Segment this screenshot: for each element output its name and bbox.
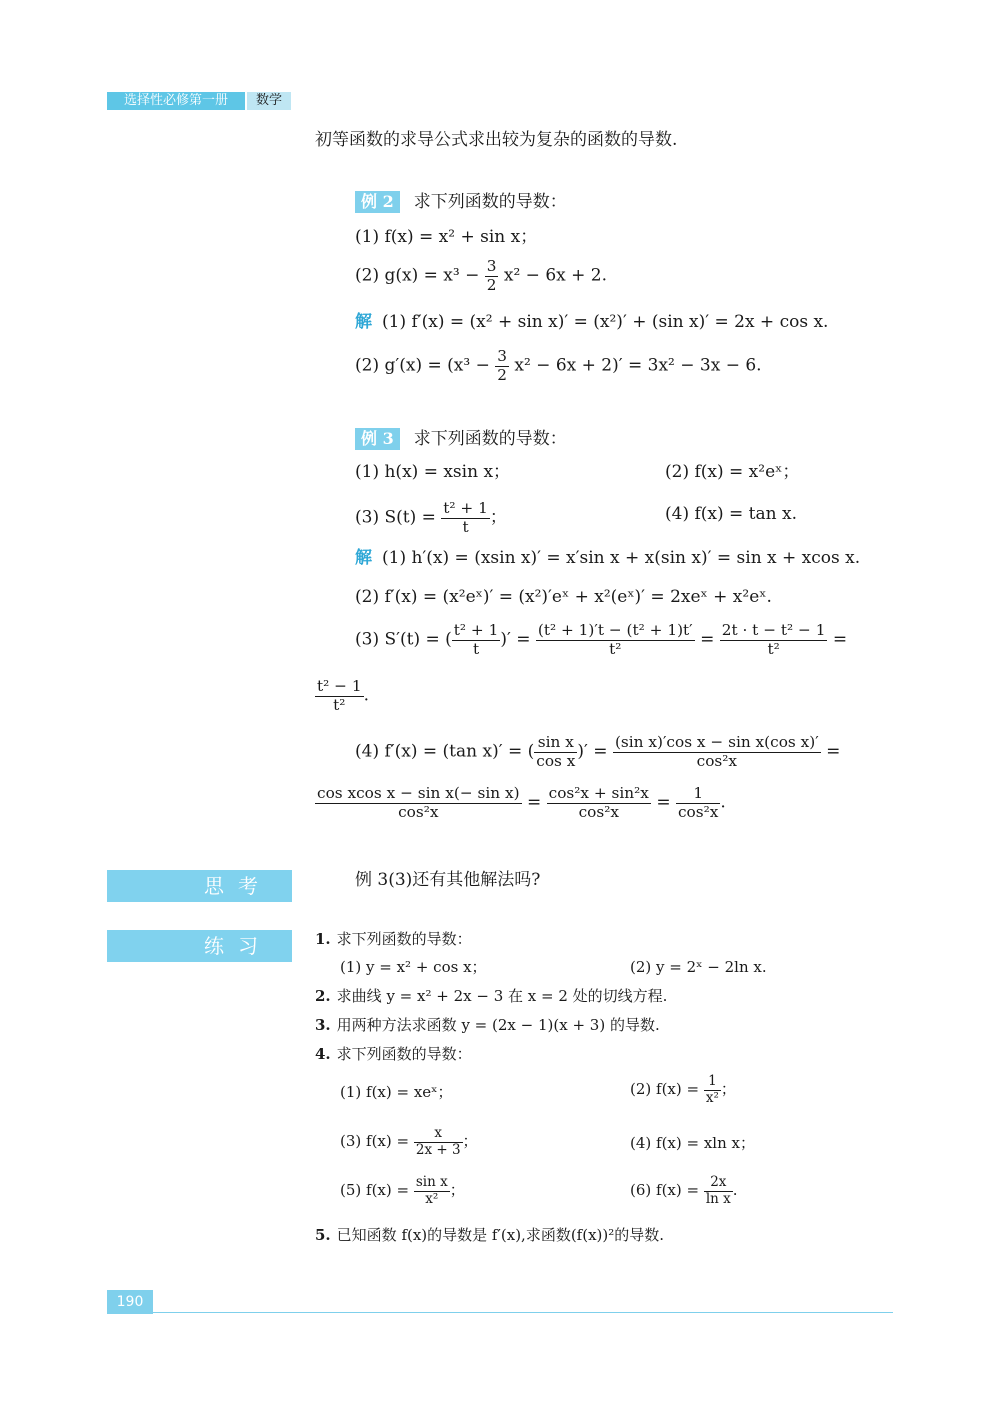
example3-answer-1: [355, 546, 860, 570]
fraction-denominator: 2: [497, 365, 507, 384]
example2-tag: 例 2: [355, 191, 400, 213]
practice-item-1: [315, 928, 472, 950]
equals-sign: =: [656, 792, 671, 813]
example3-a3-part-a: (3) S′(t) = (: [355, 629, 452, 650]
example3-q3: [355, 500, 507, 536]
example2-q2: [355, 258, 607, 294]
practice-text: 求下列函数的导数：: [336, 1045, 472, 1063]
practice-4-5-part-a: (5) f(x) =: [340, 1181, 410, 1200]
example2-answer-1: [355, 310, 828, 334]
fraction-denominator: t²: [609, 639, 622, 658]
practice-4-4: (4) f(x) = xln x；: [630, 1134, 755, 1152]
practice-item-2: [315, 985, 667, 1007]
practice-4-3: [340, 1126, 478, 1158]
fraction-numerator: cos²x + sin²x: [548, 784, 649, 802]
practice-text: 已知函数 f(x)的导数是 f′(x),求函数(f(x))²的导数.: [336, 1226, 665, 1244]
fraction-numerator: t² − 1: [317, 677, 362, 695]
fraction-denominator: cos²x: [398, 802, 439, 821]
example2-q2-part-a: (2) g(x) = x³ −: [355, 265, 480, 286]
semicolon: ；: [489, 507, 507, 528]
example3-q3-part-a: (3) S(t) =: [355, 507, 436, 528]
example3-q2: (2) f(x) = x²eˣ；: [665, 462, 800, 482]
fraction-denominator: cos x: [536, 751, 576, 770]
fraction-denominator: cos²x: [677, 802, 719, 821]
practice-label: 练习: [107, 930, 292, 962]
example3-prompt: 求下列函数的导数：: [413, 429, 567, 449]
example3-tag: 例 3: [355, 428, 400, 450]
example3-a3-frac3: [720, 622, 828, 658]
fraction-denominator: t: [462, 517, 469, 536]
practice-number: 1.: [315, 930, 331, 948]
example2-q2-fraction: [485, 258, 499, 294]
example3-answer-3: [355, 622, 847, 658]
fraction-numerator: sin x: [415, 1174, 448, 1190]
think-text: 例 3(3)还有其他解法吗?: [355, 870, 541, 890]
fraction-numerator: t² + 1: [453, 621, 499, 639]
practice-4-6-fraction: [704, 1175, 733, 1207]
example2-a1-text: (1) f′(x) = (x² + sin x)′ = (x²)′ + (sin x)′ = 2x + cos x.: [382, 312, 829, 332]
header-book-title: 选择性必修第一册: [107, 92, 245, 110]
period: .: [732, 1181, 738, 1200]
fraction-numerator: (sin x)′cos x − sin x(cos x)′: [614, 733, 819, 751]
fraction-denominator: x²: [705, 1089, 719, 1106]
fraction-denominator: 2: [486, 275, 497, 294]
practice-4-2-part-a: (2) f(x) =: [630, 1080, 700, 1099]
practice-item-3: [315, 1014, 660, 1036]
fraction-denominator: 2x + 3: [415, 1141, 461, 1158]
fraction-denominator: cos²x: [578, 802, 619, 821]
fraction-numerator: cos xcos x − sin x(− sin x): [317, 784, 520, 802]
example3-answer-4: [355, 734, 840, 770]
practice-4-6-part-a: (6) f(x) =: [630, 1181, 700, 1200]
period: .: [363, 685, 369, 706]
solution-label: 解: [355, 312, 372, 332]
fraction-numerator: 1: [676, 785, 720, 804]
example3-a4-rparen: )′ =: [577, 741, 608, 762]
example2-a2-part-b: x² − 6x + 2)′ = 3x² − 3x − 6.: [514, 355, 762, 376]
practice-number: 5.: [315, 1226, 331, 1244]
example3-a3-part-b: )′ =: [500, 629, 531, 650]
intro-text: 初等函数的求导公式求出较为复杂的函数的导数.: [315, 130, 678, 150]
fraction-numerator: t² + 1: [443, 499, 488, 517]
header-subject: 数学: [247, 92, 291, 110]
equals-sign: =: [832, 629, 848, 650]
footer-rule: [153, 1312, 893, 1313]
fraction-denominator: x²: [425, 1190, 439, 1207]
example3-q3-fraction: [441, 500, 490, 536]
example3-a4-frac5: [676, 785, 720, 821]
practice-4-2-fraction: [704, 1074, 721, 1106]
example3-heading: [355, 427, 567, 451]
think-label: 思考: [107, 870, 292, 902]
practice-text: 用两种方法求函数 y = (2x − 1)(x + 3) 的导数.: [336, 1016, 660, 1034]
equals-sign: =: [826, 741, 841, 762]
page-number: 190: [107, 1290, 153, 1314]
practice-item-5: [315, 1224, 664, 1246]
example2-q2-part-b: x² − 6x + 2.: [503, 265, 608, 286]
fraction-numerator: sin x: [534, 734, 577, 753]
practice-4-3-part-a: (3) f(x) =: [340, 1132, 410, 1151]
fraction-numerator: 2x: [704, 1175, 733, 1192]
fraction-denominator: ln x: [705, 1190, 731, 1207]
example3-a4-part-a: (4) f′(x) = (tan x)′ = (: [355, 741, 535, 762]
example3-q1: (1) h(x) = xsin x；: [355, 462, 511, 482]
example2-prompt: 求下列函数的导数：: [413, 192, 567, 212]
example3-a1-text: (1) h′(x) = (xsin x)′ = x′sin x + x(sin x)′ = sin x + xcos x.: [382, 548, 861, 568]
example3-a4-frac3: [315, 785, 522, 821]
example3-a4-frac4: [547, 785, 651, 821]
example2-heading: [355, 190, 567, 214]
practice-text: 求下列函数的导数：: [336, 930, 472, 948]
practice-4-1: (1) f(x) = xeˣ；: [340, 1083, 453, 1101]
semicolon: ；: [462, 1132, 478, 1151]
example3-a3-frac1: [452, 622, 501, 658]
fraction-numerator: 3: [497, 347, 507, 365]
example3-a4-frac1: [534, 734, 577, 770]
practice-1b: (2) y = 2ˣ − 2ln x.: [630, 958, 767, 976]
example3-answer-3-cont: [315, 678, 369, 714]
practice-1a: (1) y = x² + cos x；: [340, 958, 487, 976]
practice-4-5-fraction: [414, 1175, 450, 1207]
fraction-numerator: 2t · t − t² − 1: [721, 621, 826, 639]
example2-q1: (1) f(x) = x² + sin x；: [355, 227, 538, 247]
practice-4-6: [630, 1175, 738, 1207]
practice-number: 3.: [315, 1016, 331, 1034]
practice-text: 求曲线 y = x² + 2x − 3 在 x = 2 处的切线方程.: [336, 987, 668, 1005]
practice-number: 4.: [315, 1045, 331, 1063]
equals-sign: =: [700, 629, 715, 650]
period: .: [720, 792, 726, 813]
practice-number: 2.: [315, 987, 331, 1005]
example2-a2-fraction: [495, 348, 509, 384]
equals-sign: =: [526, 792, 542, 813]
example3-a4-frac2: [613, 734, 821, 770]
fraction-denominator: t²: [767, 639, 780, 658]
practice-4-3-fraction: [414, 1126, 463, 1158]
semicolon: ；: [449, 1181, 465, 1200]
solution-label: 解: [355, 548, 372, 568]
fraction-denominator: cos²x: [696, 751, 738, 770]
example2-answer-2: [355, 348, 762, 384]
example3-q4: (4) f(x) = tan x.: [665, 504, 797, 524]
fraction-numerator: x: [414, 1126, 463, 1143]
example3-a3-frac4: [315, 678, 364, 714]
practice-item-4: [315, 1043, 472, 1065]
example3-a3-frac2: [536, 622, 695, 658]
practice-4-5: [340, 1175, 465, 1207]
fraction-numerator: 1: [704, 1074, 721, 1091]
example3-answer-4-cont: [315, 785, 726, 821]
fraction-numerator: 3: [486, 257, 497, 275]
fraction-denominator: t: [472, 639, 480, 658]
example2-a2-part-a: (2) g′(x) = (x³ −: [355, 355, 490, 376]
fraction-numerator: (t² + 1)′t − (t² + 1)t′: [537, 621, 693, 639]
practice-4-2: [630, 1074, 736, 1106]
fraction-denominator: t²: [333, 695, 346, 714]
semicolon: ；: [720, 1080, 736, 1099]
example3-answer-2: (2) f′(x) = (x²eˣ)′ = (x²)′eˣ + x²(eˣ)′ = 2xeˣ + x²eˣ.: [355, 587, 772, 607]
